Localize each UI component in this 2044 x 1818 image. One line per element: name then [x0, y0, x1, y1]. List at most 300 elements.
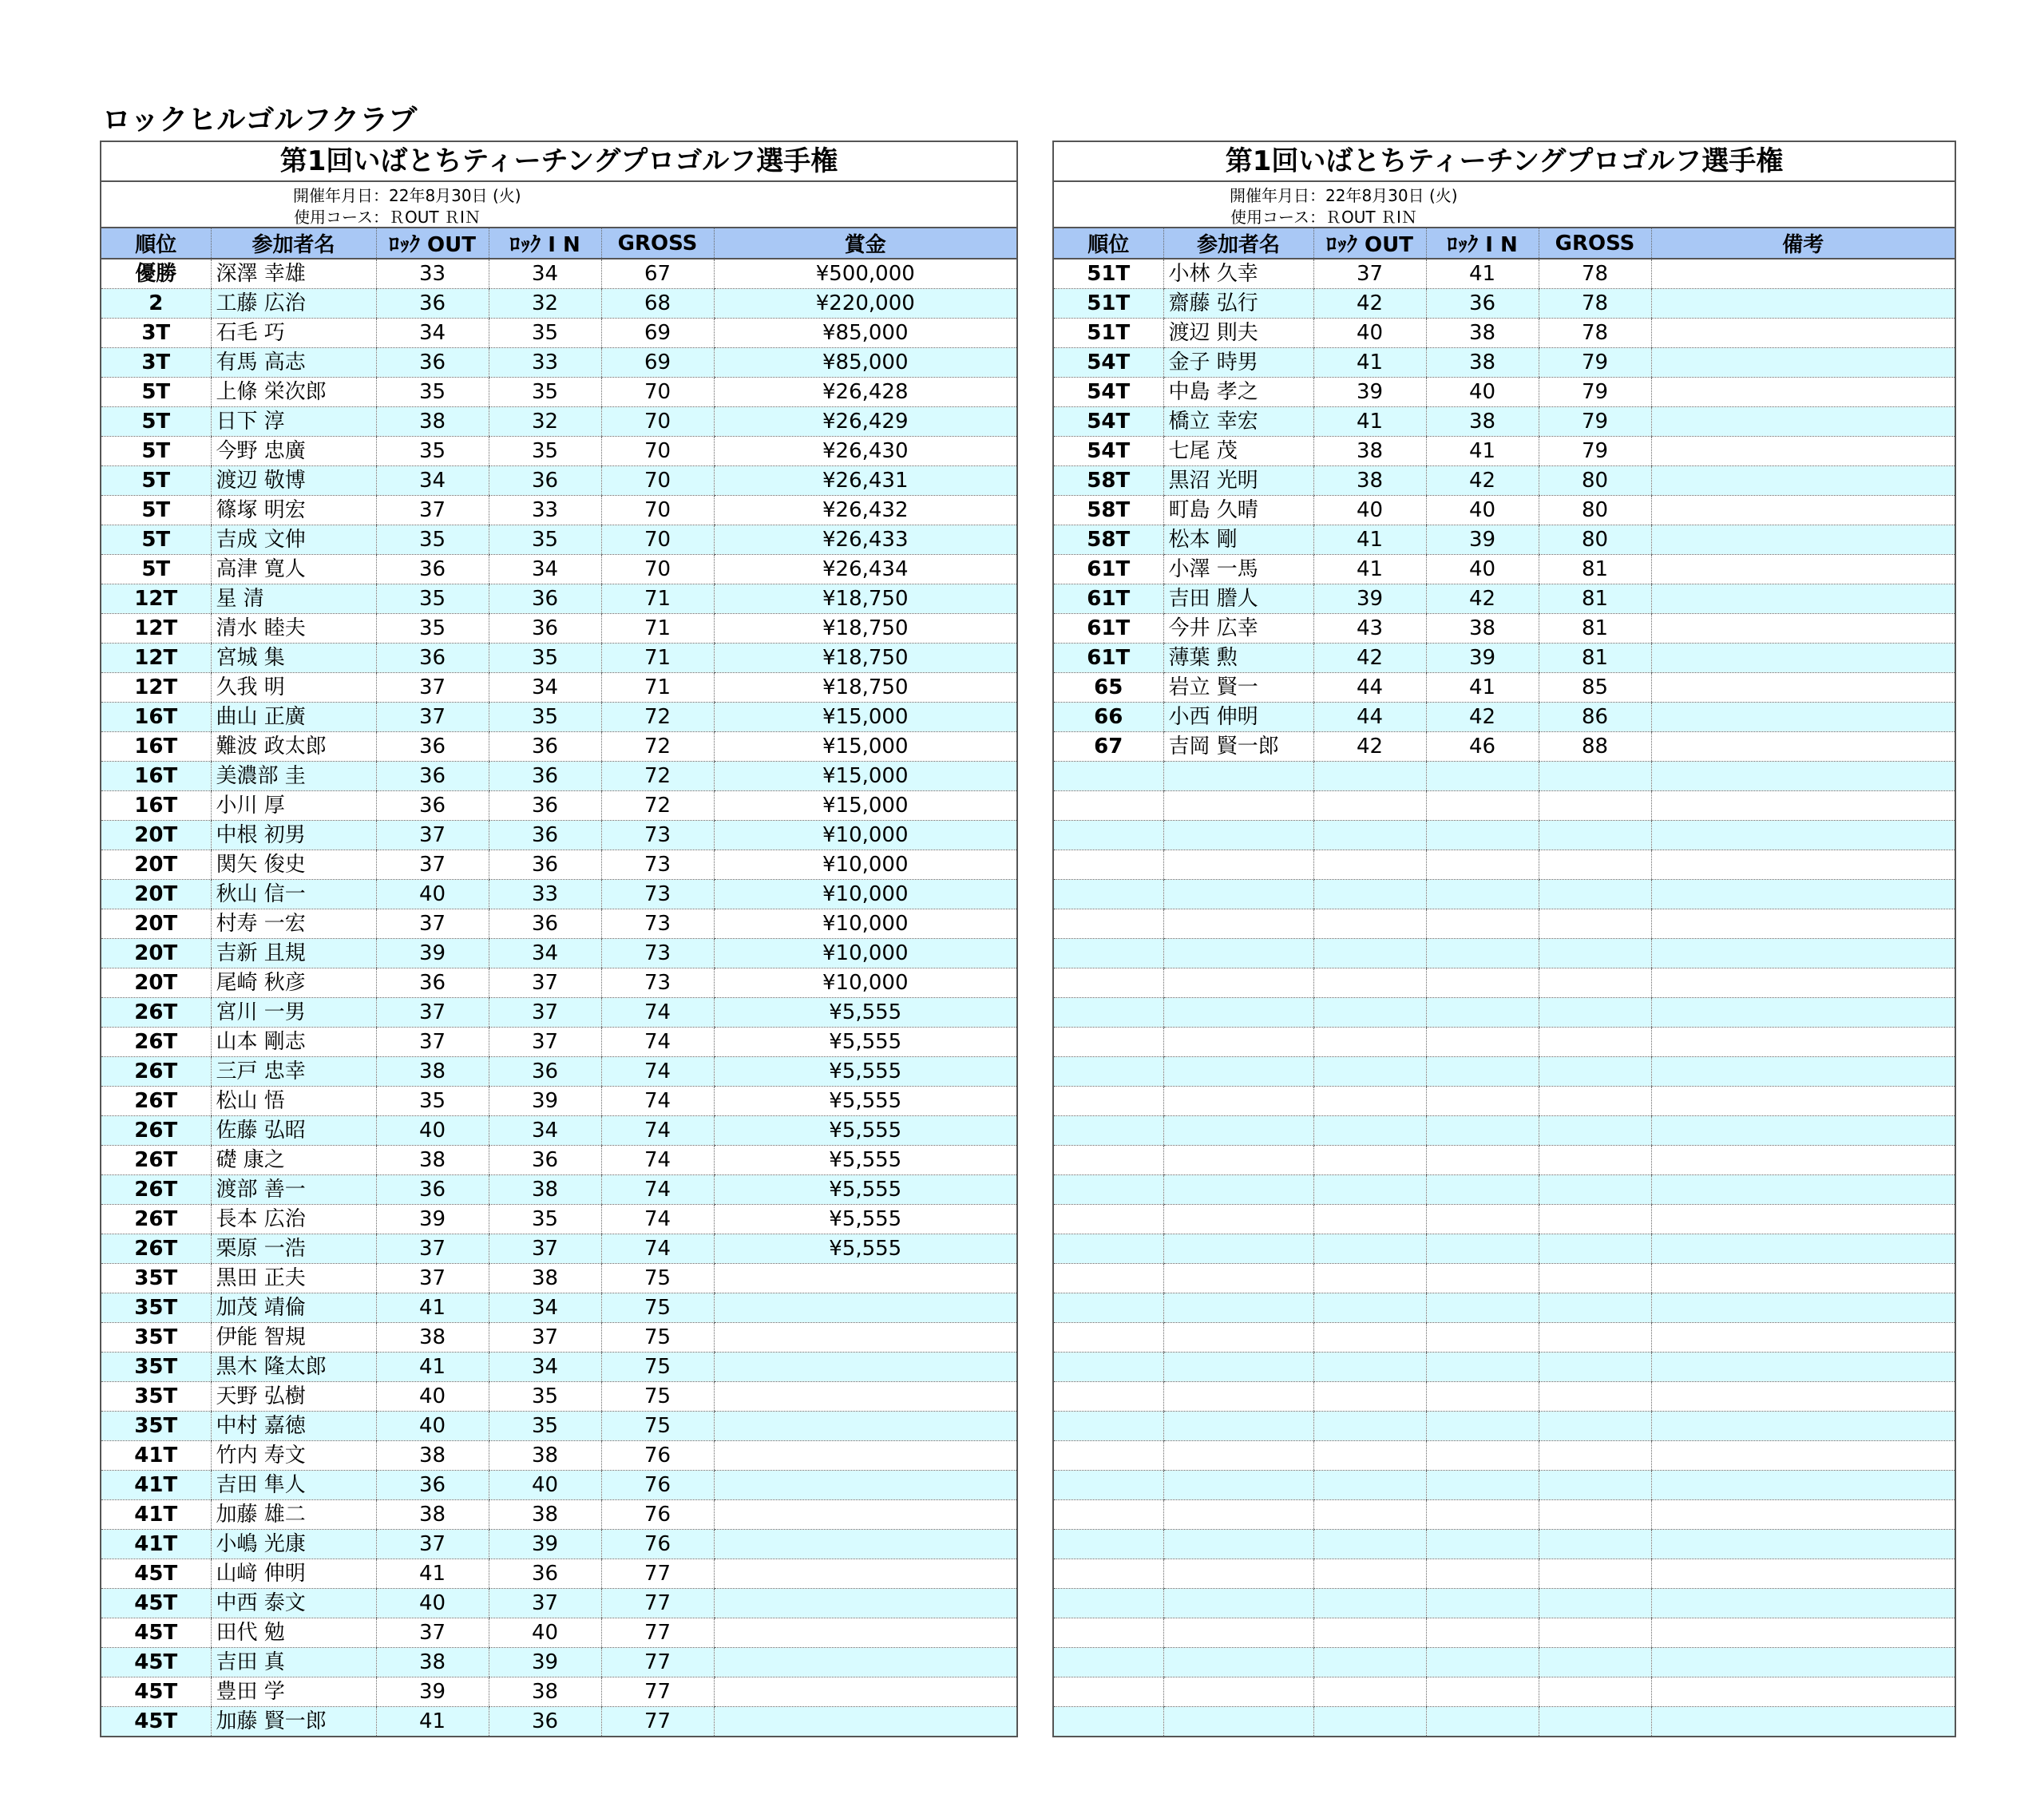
player-name-cell: 七尾 茂: [1163, 437, 1313, 466]
in-score-cell: 33: [489, 496, 601, 525]
out-score-cell: 37: [376, 1028, 489, 1057]
table-row: [101, 762, 1016, 791]
in-score-cell: 34: [489, 939, 601, 968]
empty-row: [1054, 1146, 1955, 1175]
gross-score-cell: [1539, 1412, 1651, 1441]
extra-cell: [1651, 821, 1955, 850]
in-score-cell: [1426, 1382, 1539, 1412]
in-score-cell: 42: [1426, 466, 1539, 496]
empty-row: [1054, 1028, 1955, 1057]
empty-row: [1054, 850, 1955, 880]
extra-cell: [1651, 437, 1955, 466]
in-score-cell: 34: [489, 1293, 601, 1323]
extra-cell: [1651, 1264, 1955, 1293]
course-value: ＲOUT ＲIＮ: [1325, 208, 1417, 227]
rank-cell: 20T: [101, 939, 211, 968]
gross-score-cell: 81: [1539, 644, 1651, 673]
out-score-cell: [1313, 880, 1426, 909]
rank-cell: 51T: [1054, 319, 1163, 348]
gross-score-cell: 81: [1539, 614, 1651, 644]
in-score-cell: [1426, 1471, 1539, 1500]
extra-cell: [714, 1618, 1016, 1648]
player-name-cell: [1163, 1589, 1313, 1618]
in-score-cell: 36: [489, 762, 601, 791]
gross-score-cell: 73: [601, 880, 714, 909]
gross-score-cell: 70: [601, 496, 714, 525]
table-row: [101, 555, 1016, 584]
course-value: ＲOUT ＲIＮ: [389, 208, 481, 227]
gross-score-cell: 76: [601, 1441, 714, 1471]
rank-cell: [1054, 939, 1163, 968]
col-header-out: ﾛｯｸ OUT: [376, 228, 489, 259]
gross-score-cell: [1539, 1441, 1651, 1471]
player-name-cell: [1163, 1146, 1313, 1175]
gross-score-cell: 70: [601, 378, 714, 407]
player-name-cell: 美濃部 圭: [211, 762, 376, 791]
out-score-cell: [1313, 1500, 1426, 1530]
player-name-cell: 山本 剛志: [211, 1028, 376, 1057]
player-name-cell: 曲山 正廣: [211, 703, 376, 732]
in-score-cell: 35: [489, 1382, 601, 1412]
player-name-cell: [1163, 1234, 1313, 1264]
in-score-cell: 39: [489, 1530, 601, 1559]
gross-score-cell: 88: [1539, 732, 1651, 762]
gross-score-cell: 77: [601, 1618, 714, 1648]
out-score-cell: [1313, 1234, 1426, 1264]
extra-cell: [1651, 407, 1955, 437]
player-name-cell: 竹内 寿文: [211, 1441, 376, 1471]
empty-row: [1054, 909, 1955, 939]
gross-score-cell: 72: [601, 732, 714, 762]
player-name-cell: 関矢 俊史: [211, 850, 376, 880]
gross-score-cell: 67: [601, 259, 714, 289]
in-score-cell: 36: [489, 791, 601, 821]
player-name-cell: 金子 時男: [1163, 348, 1313, 378]
rank-cell: 58T: [1054, 466, 1163, 496]
extra-cell: [714, 1323, 1016, 1353]
out-score-cell: 37: [376, 821, 489, 850]
out-score-cell: [1313, 1087, 1426, 1116]
rank-cell: 58T: [1054, 496, 1163, 525]
rank-cell: 41T: [101, 1471, 211, 1500]
rank-cell: [1054, 821, 1163, 850]
table-row: [101, 1500, 1016, 1530]
rank-cell: [1054, 1471, 1163, 1500]
gross-score-cell: 72: [601, 703, 714, 732]
out-score-cell: 37: [376, 496, 489, 525]
empty-row: [1054, 1500, 1955, 1530]
table-row: [1054, 703, 1955, 732]
gross-score-cell: [1539, 1293, 1651, 1323]
table-row: [101, 880, 1016, 909]
rank-cell: 20T: [101, 850, 211, 880]
rank-cell: [1054, 998, 1163, 1028]
player-name-cell: 礎 康之: [211, 1146, 376, 1175]
table-row: [101, 968, 1016, 998]
player-name-cell: [1163, 1264, 1313, 1293]
extra-cell: [1651, 1530, 1955, 1559]
in-score-cell: 37: [489, 998, 601, 1028]
gross-score-cell: 75: [601, 1412, 714, 1441]
extra-cell: [1651, 791, 1955, 821]
event-info: [101, 182, 1016, 227]
in-score-cell: [1426, 1234, 1539, 1264]
gross-score-cell: [1539, 1175, 1651, 1205]
rank-cell: 54T: [1054, 407, 1163, 437]
gross-score-cell: 78: [1539, 289, 1651, 319]
extra-cell: [1651, 1471, 1955, 1500]
rank-cell: 54T: [1054, 437, 1163, 466]
rank-cell: [1054, 1618, 1163, 1648]
player-name-cell: 吉田 真: [211, 1648, 376, 1677]
out-score-cell: 41: [1313, 348, 1426, 378]
in-score-cell: 36: [489, 1707, 601, 1737]
rank-cell: 54T: [1054, 378, 1163, 407]
empty-row: [1054, 1589, 1955, 1618]
player-name-cell: [1163, 1293, 1313, 1323]
rank-cell: 45T: [101, 1559, 211, 1589]
rank-cell: 26T: [101, 1234, 211, 1264]
gross-score-cell: 80: [1539, 466, 1651, 496]
in-score-cell: 36: [489, 614, 601, 644]
gross-score-cell: 70: [601, 555, 714, 584]
rank-cell: [1054, 1264, 1163, 1293]
out-score-cell: [1313, 850, 1426, 880]
gross-score-cell: 71: [601, 614, 714, 644]
in-score-cell: [1426, 1116, 1539, 1146]
out-score-cell: [1313, 821, 1426, 850]
rank-cell: 61T: [1054, 644, 1163, 673]
rank-cell: [1054, 1589, 1163, 1618]
gross-score-cell: 74: [601, 1146, 714, 1175]
player-name-cell: 今井 広幸: [1163, 614, 1313, 644]
empty-row: [1054, 1116, 1955, 1146]
out-score-cell: [1313, 1323, 1426, 1353]
out-score-cell: [1313, 1559, 1426, 1589]
in-score-cell: [1426, 1530, 1539, 1559]
extra-cell: [714, 1293, 1016, 1323]
gross-score-cell: 74: [601, 1116, 714, 1146]
out-score-cell: [1313, 1412, 1426, 1441]
extra-cell: [714, 1500, 1016, 1530]
player-name-cell: 加藤 雄二: [211, 1500, 376, 1530]
out-score-cell: [1313, 791, 1426, 821]
extra-cell: [1651, 259, 1955, 289]
rank-cell: 26T: [101, 1146, 211, 1175]
in-score-cell: 36: [489, 850, 601, 880]
table-row: [101, 939, 1016, 968]
table-row: [1054, 259, 1955, 289]
out-score-cell: [1313, 1707, 1426, 1737]
rank-cell: [1054, 1293, 1163, 1323]
player-name-cell: [1163, 821, 1313, 850]
out-score-cell: 37: [376, 1264, 489, 1293]
out-score-cell: [1313, 939, 1426, 968]
in-score-cell: 38: [1426, 348, 1539, 378]
player-name-cell: 黒田 正夫: [211, 1264, 376, 1293]
rank-cell: 5T: [101, 437, 211, 466]
table-row: [101, 791, 1016, 821]
out-score-cell: 37: [376, 673, 489, 703]
out-score-cell: 39: [376, 939, 489, 968]
in-score-cell: 37: [489, 1589, 601, 1618]
out-score-cell: 35: [376, 1087, 489, 1116]
out-score-cell: [1313, 1028, 1426, 1057]
table-row: [1054, 289, 1955, 319]
in-score-cell: [1426, 1648, 1539, 1677]
gross-score-cell: 75: [601, 1264, 714, 1293]
table-row: [1054, 525, 1955, 555]
player-name-cell: 宮城 集: [211, 644, 376, 673]
out-score-cell: 41: [1313, 407, 1426, 437]
rank-cell: 26T: [101, 998, 211, 1028]
gross-score-cell: 73: [601, 909, 714, 939]
gross-score-cell: 74: [601, 1057, 714, 1087]
gross-score-cell: [1539, 850, 1651, 880]
gross-score-cell: 72: [601, 791, 714, 821]
out-score-cell: 33: [376, 259, 489, 289]
out-score-cell: 36: [376, 1175, 489, 1205]
extra-cell: [1651, 1677, 1955, 1707]
out-score-cell: 37: [376, 998, 489, 1028]
out-score-cell: 41: [376, 1707, 489, 1737]
rank-cell: [1054, 1234, 1163, 1264]
empty-row: [1054, 1471, 1955, 1500]
table-row: [1054, 319, 1955, 348]
in-score-cell: 35: [489, 644, 601, 673]
player-name-cell: 渡辺 敬博: [211, 466, 376, 496]
player-name-cell: 有馬 高志: [211, 348, 376, 378]
out-score-cell: 39: [1313, 584, 1426, 614]
empty-row: [1054, 1441, 1955, 1471]
rank-cell: [1054, 850, 1163, 880]
extra-cell: [1651, 1618, 1955, 1648]
table-row: [101, 1589, 1016, 1618]
out-score-cell: 38: [1313, 437, 1426, 466]
empty-row: [1054, 791, 1955, 821]
player-name-cell: 吉岡 賢一郎: [1163, 732, 1313, 762]
rank-cell: 16T: [101, 732, 211, 762]
extra-cell: [1651, 1057, 1955, 1087]
player-name-cell: [1163, 1205, 1313, 1234]
player-name-cell: 渡辺 則夫: [1163, 319, 1313, 348]
player-name-cell: 小林 久幸: [1163, 259, 1313, 289]
rank-cell: 16T: [101, 703, 211, 732]
gross-score-cell: [1539, 1057, 1651, 1087]
in-score-cell: 38: [489, 1500, 601, 1530]
out-score-cell: 44: [1313, 703, 1426, 732]
out-score-cell: [1313, 762, 1426, 791]
player-name-cell: 齋藤 弘行: [1163, 289, 1313, 319]
player-name-cell: [1163, 1500, 1313, 1530]
in-score-cell: 35: [489, 1205, 601, 1234]
player-name-cell: 吉新 且規: [211, 939, 376, 968]
empty-row: [1054, 1559, 1955, 1589]
empty-row: [1054, 1293, 1955, 1323]
rank-cell: 35T: [101, 1293, 211, 1323]
rank-cell: [1054, 1028, 1163, 1057]
gross-score-cell: 70: [601, 407, 714, 437]
date-label: 開催年月日：: [1230, 186, 1325, 205]
out-score-cell: 40: [376, 1412, 489, 1441]
table-row: [1054, 614, 1955, 644]
out-score-cell: [1313, 1618, 1426, 1648]
extra-cell: [714, 1264, 1016, 1293]
extra-cell: [1651, 1382, 1955, 1412]
player-name-cell: 松本 剛: [1163, 525, 1313, 555]
extra-cell: ¥26,433: [714, 525, 1016, 555]
in-score-cell: 40: [489, 1618, 601, 1648]
out-score-cell: [1313, 1589, 1426, 1618]
rank-cell: 45T: [101, 1707, 211, 1737]
empty-row: [1054, 939, 1955, 968]
date-value: 22年8月30日 (火): [389, 186, 521, 205]
rank-cell: [1054, 1441, 1163, 1471]
gross-score-cell: 77: [601, 1677, 714, 1707]
out-score-cell: 38: [1313, 466, 1426, 496]
table-row: [101, 1707, 1016, 1737]
gross-score-cell: 77: [601, 1707, 714, 1737]
gross-score-cell: 75: [601, 1353, 714, 1382]
table-row: [101, 1323, 1016, 1353]
extra-cell: [1651, 703, 1955, 732]
gross-score-cell: [1539, 1264, 1651, 1293]
player-name-cell: 黒沼 光明: [1163, 466, 1313, 496]
in-score-cell: 36: [489, 909, 601, 939]
out-score-cell: 37: [376, 703, 489, 732]
extra-cell: [714, 1382, 1016, 1412]
gross-score-cell: 74: [601, 1028, 714, 1057]
extra-cell: [1651, 1293, 1955, 1323]
in-score-cell: [1426, 1087, 1539, 1116]
player-name-cell: 中根 初男: [211, 821, 376, 850]
out-score-cell: 37: [376, 1234, 489, 1264]
extra-cell: [1651, 378, 1955, 407]
empty-row: [1054, 1264, 1955, 1293]
extra-cell: [1651, 909, 1955, 939]
in-score-cell: 42: [1426, 703, 1539, 732]
rank-cell: [1054, 1648, 1163, 1677]
extra-cell: ¥85,000: [714, 319, 1016, 348]
out-score-cell: 43: [1313, 614, 1426, 644]
table-row: [101, 703, 1016, 732]
extra-cell: [1651, 673, 1955, 703]
gross-score-cell: 70: [601, 437, 714, 466]
club-name: ロックヒルゴルフクラブ: [102, 104, 418, 137]
player-name-cell: [1163, 1530, 1313, 1559]
player-name-cell: 吉田 隼人: [211, 1471, 376, 1500]
out-score-cell: 38: [376, 1146, 489, 1175]
out-score-cell: 40: [1313, 319, 1426, 348]
out-score-cell: 40: [376, 880, 489, 909]
rank-cell: [1054, 1323, 1163, 1353]
out-score-cell: [1313, 1116, 1426, 1146]
in-score-cell: [1426, 850, 1539, 880]
out-score-cell: 35: [376, 614, 489, 644]
in-score-cell: 41: [1426, 673, 1539, 703]
in-score-cell: 40: [489, 1471, 601, 1500]
in-score-cell: 37: [489, 968, 601, 998]
table-row: [101, 1028, 1016, 1057]
gross-score-cell: 74: [601, 1087, 714, 1116]
player-name-cell: 橋立 幸宏: [1163, 407, 1313, 437]
in-score-cell: 39: [1426, 644, 1539, 673]
empty-row: [1054, 1677, 1955, 1707]
in-score-cell: 37: [489, 1028, 601, 1057]
table-row: [101, 496, 1016, 525]
rank-cell: 16T: [101, 791, 211, 821]
rank-cell: 41T: [101, 1441, 211, 1471]
in-score-cell: 35: [489, 319, 601, 348]
player-name-cell: 日下 淳: [211, 407, 376, 437]
in-score-cell: 42: [1426, 584, 1539, 614]
gross-score-cell: [1539, 1323, 1651, 1353]
table-row: [101, 1677, 1016, 1707]
table-row: [101, 289, 1016, 319]
player-name-cell: 山﨑 伸明: [211, 1559, 376, 1589]
extra-cell: [1651, 732, 1955, 762]
table-row: [1054, 378, 1955, 407]
in-score-cell: 38: [489, 1175, 601, 1205]
table-row: [101, 1648, 1016, 1677]
in-score-cell: 38: [489, 1441, 601, 1471]
extra-cell: ¥26,430: [714, 437, 1016, 466]
col-header-name: 参加者名: [1163, 228, 1313, 259]
table-row: [1054, 644, 1955, 673]
player-name-cell: [1163, 1471, 1313, 1500]
out-score-cell: 35: [376, 378, 489, 407]
out-score-cell: [1313, 1057, 1426, 1087]
gross-score-cell: 71: [601, 644, 714, 673]
out-score-cell: 41: [376, 1293, 489, 1323]
gross-score-cell: [1539, 791, 1651, 821]
rank-cell: 5T: [101, 496, 211, 525]
in-score-cell: [1426, 1559, 1539, 1589]
table-row: [1054, 407, 1955, 437]
rank-cell: [1054, 968, 1163, 998]
player-name-cell: 上條 栄次郎: [211, 378, 376, 407]
in-score-cell: 32: [489, 289, 601, 319]
extra-cell: [1651, 496, 1955, 525]
out-score-cell: 36: [376, 762, 489, 791]
rank-cell: 67: [1054, 732, 1163, 762]
empty-row: [1054, 762, 1955, 791]
extra-cell: ¥85,000: [714, 348, 1016, 378]
extra-cell: [1651, 850, 1955, 880]
player-name-cell: 今野 忠廣: [211, 437, 376, 466]
extra-cell: [1651, 1234, 1955, 1264]
rank-cell: [1054, 1382, 1163, 1412]
player-name-cell: 加茂 靖倫: [211, 1293, 376, 1323]
table-row: [1054, 437, 1955, 466]
col-header-remarks: 備考: [1651, 228, 1955, 259]
rank-cell: 3T: [101, 319, 211, 348]
empty-row: [1054, 1323, 1955, 1353]
gross-score-cell: 80: [1539, 496, 1651, 525]
player-name-cell: 工藤 広治: [211, 289, 376, 319]
rank-cell: 2: [101, 289, 211, 319]
out-score-cell: [1313, 1264, 1426, 1293]
in-score-cell: 35: [489, 1412, 601, 1441]
gross-score-cell: 70: [601, 525, 714, 555]
table-row: [101, 584, 1016, 614]
rank-cell: 61T: [1054, 614, 1163, 644]
rank-cell: [1054, 1707, 1163, 1737]
empty-row: [1054, 1530, 1955, 1559]
table-row: [1054, 555, 1955, 584]
in-score-cell: [1426, 1353, 1539, 1382]
player-name-cell: 栗原 一浩: [211, 1234, 376, 1264]
